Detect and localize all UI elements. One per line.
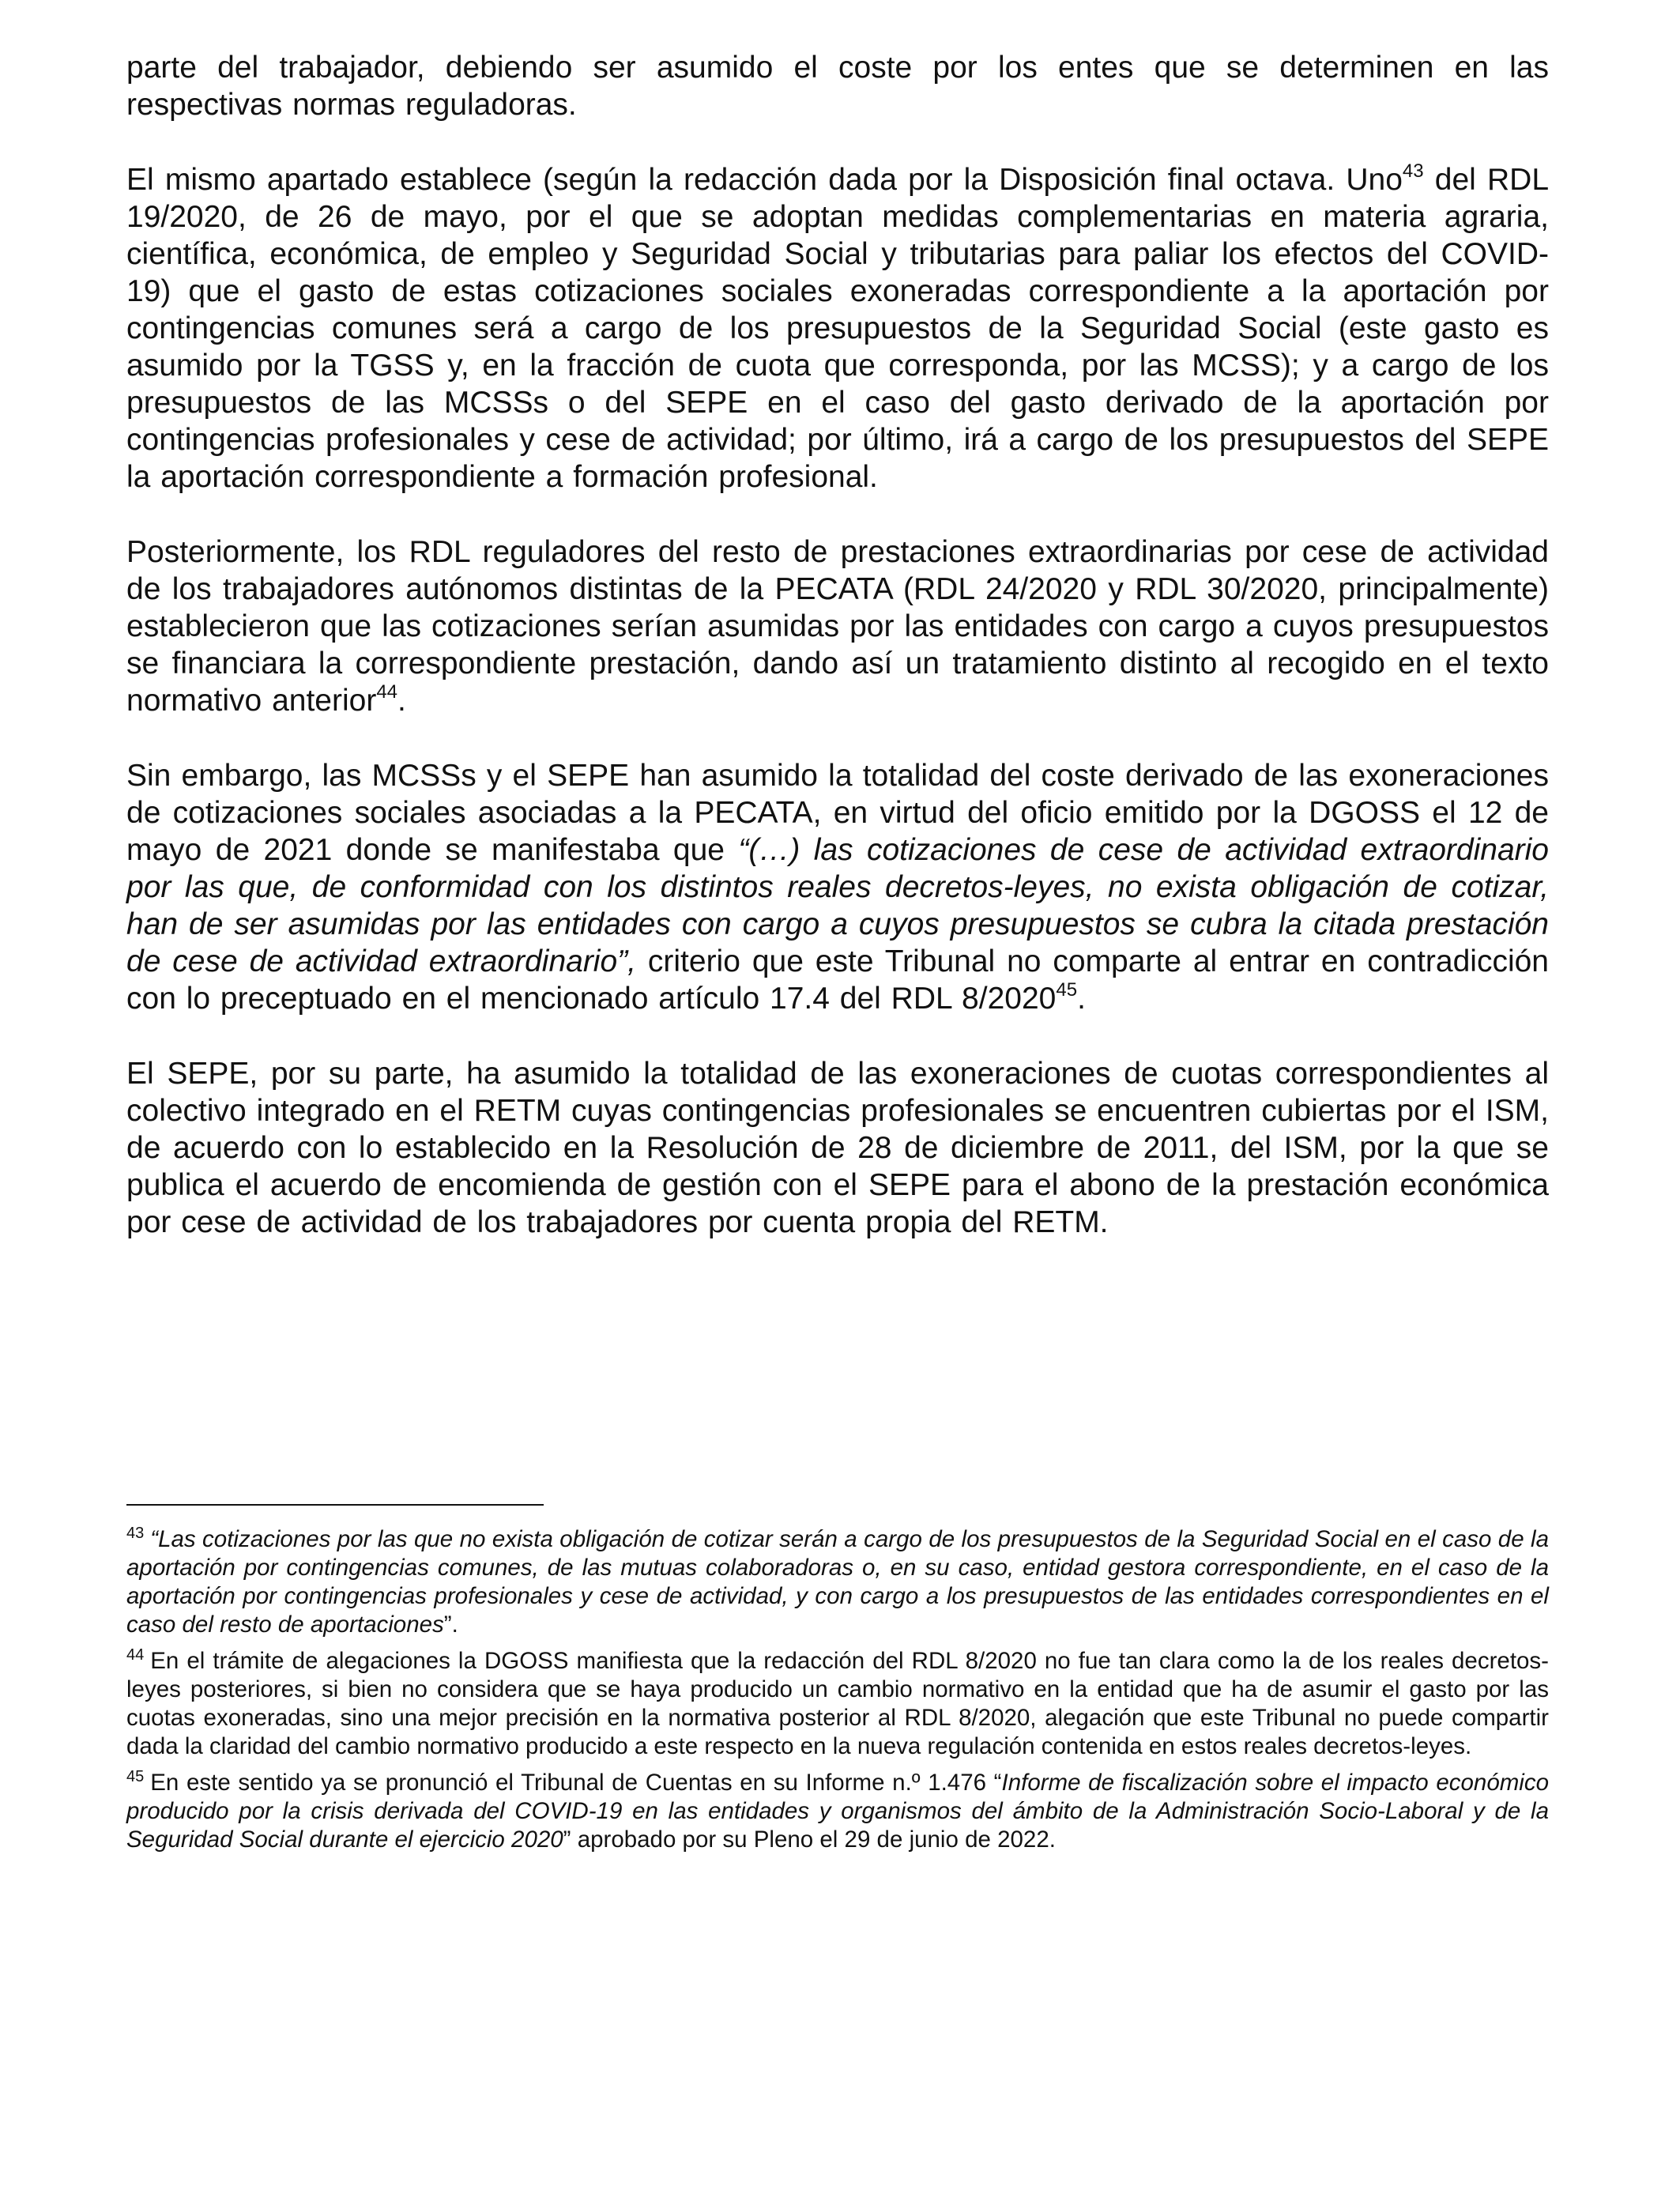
paragraph-3: Posteriormente, los RDL reguladores del resto de prestaciones extraordinarias por cese de actividad de los trabajadores autónomos distintas de la PECATA (RDL 24/2020 y RDL 30/2020, principalmente) establecieron que las cotizaciones serían asumidas por las entidades con cargo a cuyos presupuestos se financiara la correspondiente prestación, dando así un tratamiento distinto al recogido en el texto normativo anterior$^{44}$.: [126, 535, 1549, 718]
footnote-number: 43: [126, 1525, 145, 1543]
footnote-number: 44: [126, 1646, 145, 1664]
paragraph-1: parte del trabajador, debiendo ser asumido el coste por los entes que se determinen en las respectivas normas reguladoras.: [126, 51, 1549, 122]
document-body: [126, 49, 1549, 1279]
paragraph-5: El SEPE, por su parte, ha asumido la totalidad de las exoneraciones de cuotas correspondientes al colectivo integrado en el RETM cuyas contingencias profesionales se encuentren cubiertas por el ISM, de acuerdo con lo establecido en la Resolución de 28 de diciembre de 2011, del ISM, por la que se publica el acuerdo de encomienda de gestión con el SEPE para el abono de la prestación económica por cese de actividad de los trabajadores por cuenta propia del RETM.: [126, 1057, 1549, 1239]
paragraph-4: Sin embargo, las MCSSs y el SEPE han asumido la totalidad del coste derivado de las exoneraciones de cotizaciones sociales asociadas a la PECATA, en virtud del oficio emitido por la DGOSS el 12 de mayo de 2021 donde se manifestaba que “(…) las cotizaciones de cese de actividad extraordinario por las que, de conformidad con los distintos reales decretos-leyes, no exista obligación de cotizar, han de ser asumidas por las entidades con cargo a cuyos presupuestos se cubra la citada prestación de cese de actividad extraordinario”, criterio que este Tribunal no comparte al entrar en contradicción con lo preceptuado en el mencionado artículo 17.4 del RDL 8/2020$^{45}$.: [126, 759, 1549, 1016]
footnote-number: 45: [126, 1768, 145, 1786]
footnote-44: $^{44}$ En el trámite de alegaciones la DGOSS manifiesta que la redacción del RDL 8/2020 no fue tan clara como la de los reales decretos-leyes posteriores, si bien no considera que se haya producido un cambio normativo en la entidad que ha de asumir el gasto por las cuotas exoneradas, sino una mejor precisión en la normativa posterior al RDL 8/2020, alegación que este Tribunal no puede compartir dada la claridad del cambio normativo producido a este respecto en la nueva regulación contenida en estos reales decretos-leyes.: [126, 1646, 1549, 1759]
quoted-oficio: “(…) las cotizaciones de cese de actividad extraordinario por las que, de conformidad con los distintos reales decretos-leyes, no exista obligación de cotizar, han de ser asumidas por las entidades con cargo a cuyos presupuestos se cubra la citada prestación de cese de actividad extraordinario”,: [126, 833, 1549, 978]
footnote-ref-43[interactable]: 43: [1402, 160, 1424, 182]
paragraph-2: El mismo apartado establece (según la redacción dada por la Disposición final octava. Uno$^{43}$ del RDL 19/2020, de 26 de mayo, por el que se adoptan medidas complementarias en materia agraria, científica, económica, de empleo y Seguridad Social y tributarias para paliar los efectos del COVID-19) que el gasto de estas cotizaciones sociales exoneradas correspondiente a la aportación por contingencias comunes será a cargo de los presupuestos de la Seguridad Social (este gasto es asumido por la TGSS y, en la fracción de cuota que corresponda, por las MCSS); y a cargo de los presupuestos de las MCSSs o del SEPE en el caso del gasto derivado de la aportación por contingencias profesionales y cese de actividad; por último, irá a cargo de los presupuestos del SEPE la aportación correspondiente a formación profesional.: [126, 160, 1550, 494]
footnote-43: $^{43}$ “Las cotizaciones por las que no exista obligación de cotizar serán a cargo de los presupuestos de la Seguridad Social en el caso de la aportación por contingencias comunes, de las mutuas colaboradoras o, en su caso, entidad gestora correspondiente, en el caso de la aportación por contingencias profesionales y cese de actividad, y con cargo a los presupuestos de las entidades correspondientes en el caso del resto de aportaciones”.: [126, 1525, 1549, 1638]
footnote-ref-45[interactable]: 45: [1056, 979, 1078, 1001]
footnote-45: $^{45}$ En este sentido ya se pronunció el Tribunal de Cuentas en su Informe n.º 1.476 “Informe de fiscalización sobre el impacto económico producido por la crisis derivada del COVID-19 en las entidades y organismos del ámbito de la Administración Socio-Laboral y de la Seguridad Social durante el ejercicio 2020” aprobado por su Pleno el 29 de junio de 2022.: [126, 1768, 1550, 1853]
footnote-ref-44[interactable]: 44: [376, 681, 398, 703]
footnotes-section: [126, 1525, 1549, 1862]
footnote-divider: [126, 1504, 544, 1506]
report-title: Informe de fiscalización sobre el impacto económico producido por la crisis derivada del COVID-19 en las entidades y organismos del ámbito de la Administración Socio-Laboral y de la Seguridad Social durante el ejercicio 2020: [126, 1770, 1550, 1853]
